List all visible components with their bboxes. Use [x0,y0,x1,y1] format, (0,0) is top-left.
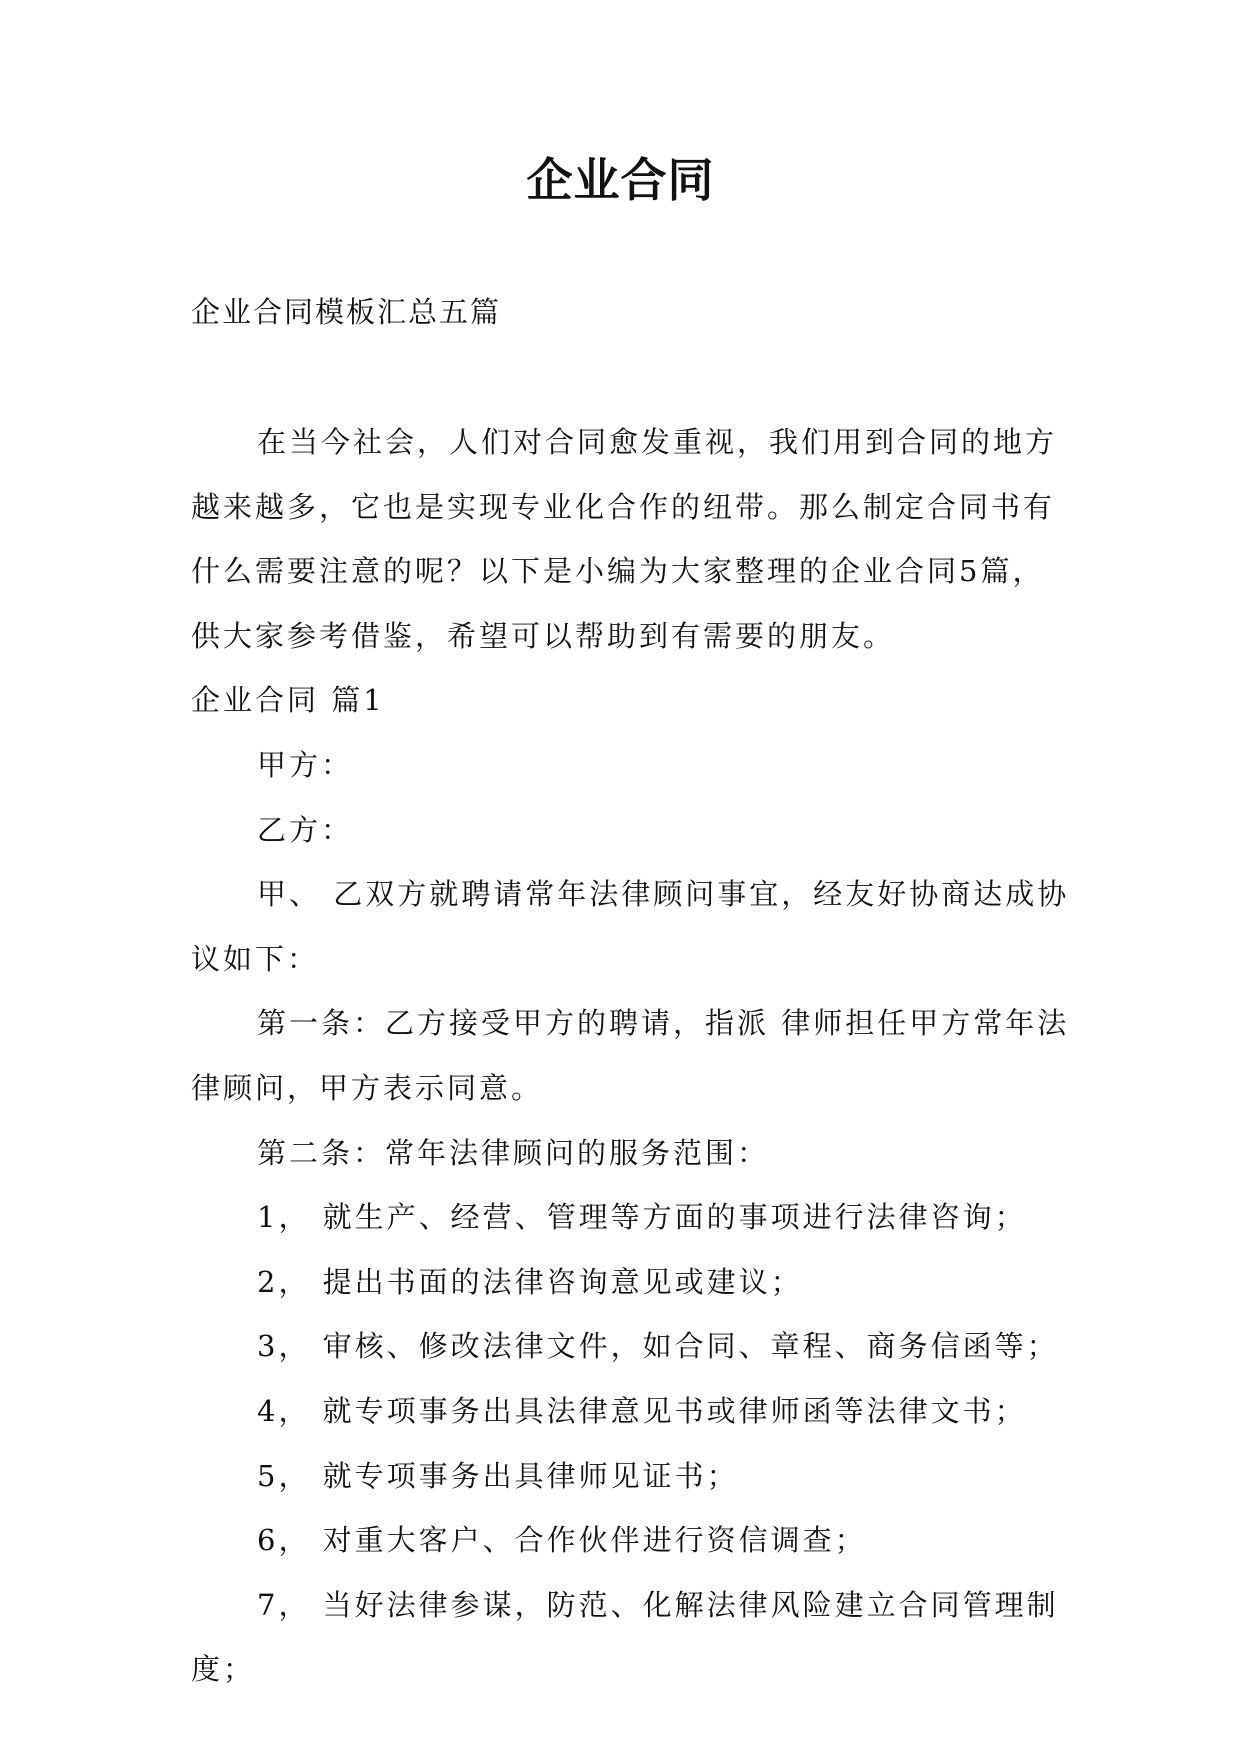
section-heading: 企业合同 篇1 [191,683,385,718]
article-2-paragraph: 第二条：常年法律顾问的服务范围： [257,1135,770,1170]
list-item: 7， 当好法律参谋，防范、化解法律风险建立合同管理制度； [191,1587,1059,1687]
document-title: 企业合同 [526,153,715,207]
list-item: 1， 就生产、经营、管理等方面的事项进行法律咨询； [257,1200,1027,1235]
intro-paragraph: 在当今社会，人们对合同愈发重视，我们用到合同的地方越来越多，它也是实现专业化合作的纽带。那么制定合同书有什么需要注意的呢？以下是小编为大家整理的企业合同5篇，供大家参考借鉴，希望可以帮助到有需要的朋友。 [191,425,1058,653]
list-item: 3， 审核、修改法律文件，如合同、章程、商务信函等； [257,1329,1059,1364]
party-b-line: 乙方： [257,812,354,847]
agreement-intro-paragraph: 甲、 乙双方就聘请常年法律顾问事宜，经友好协商达成协议如下： [191,877,1070,976]
list-item: 5， 就专项事务出具律师见证书； [257,1458,739,1493]
document-subtitle: 企业合同模板汇总五篇 [191,295,502,329]
document-body [191,410,1071,1702]
party-a-line: 甲方： [257,747,354,782]
list-item: 2， 提出书面的法律咨询意见或建议； [257,1264,803,1299]
list-item: 6， 对重大客户、合作伙伴进行资信调查； [257,1523,867,1558]
list-item: 4， 就专项事务出具法律意见书或律师函等法律文书； [257,1393,1027,1428]
article-1-paragraph: 第一条：乙方接受甲方的聘请，指派 律师担任甲方常年法律顾问，甲方表示同意。 [191,1006,1070,1105]
